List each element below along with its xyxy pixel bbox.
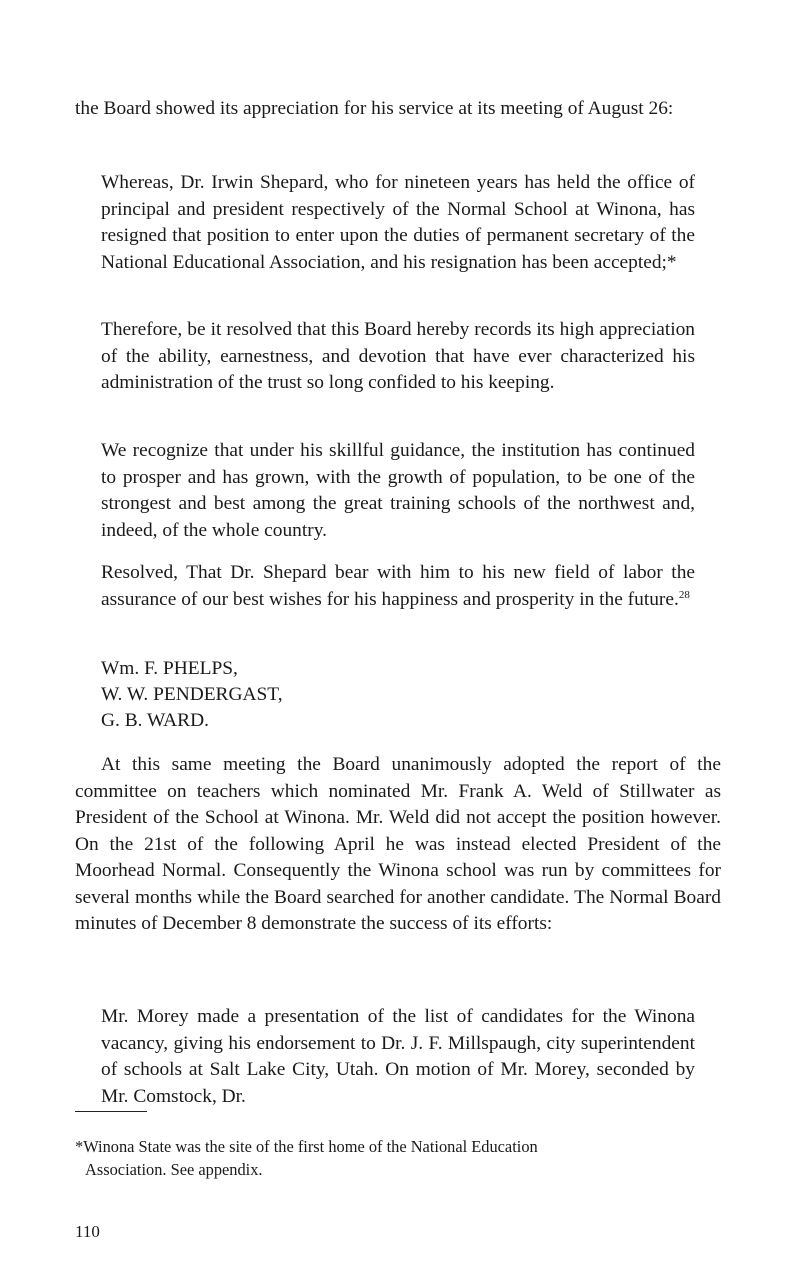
footnote-line-1: *Winona State was the site of the first home of the National Education [75,1137,538,1156]
body-paragraph: At this same meeting the Board unanimously adopted the report of the committee on teachers which nominated Mr. Frank A. Weld of Stillwater as President of the School at Winona. Mr. Weld did not accept the position however. On the 21st of the following April he was instead elected President of the Moorhead Normal. Consequently the Winona school was run by committees for several months while the Board searched for another candidate. The Normal Board minutes of December 8 demonstrate the success of its efforts: [75,754,721,934]
page-number: 110 [75,1222,100,1241]
footnote [75,1136,721,1181]
resolution-resolved [101,560,695,613]
signatory-pendergast: W. W. PENDERGAST, [101,684,283,705]
footnote-line-2: Association. See appendix. [85,1159,263,1179]
footnote-reference-28: 28 [678,588,690,601]
footnote-divider [75,1111,147,1112]
intro-paragraph: the Board showed its appreciation for his service at its meeting of August 26: [75,98,674,119]
signatory-phelps: Wm. F. PHELPS, [101,658,238,679]
minutes-quote: Mr. Morey made a presentation of the list of candidates for the Winona vacancy, giving his endorsement to Dr. J. F. Millspaugh, city superintendent of schools at Salt Lake City, Utah. On motion of Mr. Morey, seconded by Mr. Comstock, Dr. [101,1006,695,1107]
resolution-recognize: We recognize that under his skillful guidance, the institution has continued to prosper and has grown, with the growth of population, to be one of the strongest and best among the great training schools of the northwest and, indeed, of the whole country. [101,440,695,541]
resolution-therefore: Therefore, be it resolved that this Board hereby records its high appreciation of the ability, earnestness, and devotion that have ever characterized his administration of the trust so long confided to his keeping. [101,319,695,393]
resolution-whereas: Whereas, Dr. Irwin Shepard, who for nineteen years has held the office of principal and president respectively of the Normal School at Winona, has resigned that position to enter upon the duties of permanent secretary of the National Educational Association, and his resignation has been accepted;* [101,172,695,273]
signatory-ward: G. B. WARD. [101,710,209,731]
resolution-resolved-text: Resolved, That Dr. Shepard bear with him to his new field of labor the assurance of our best wishes for his happiness and prosperity in the future. [101,562,695,610]
